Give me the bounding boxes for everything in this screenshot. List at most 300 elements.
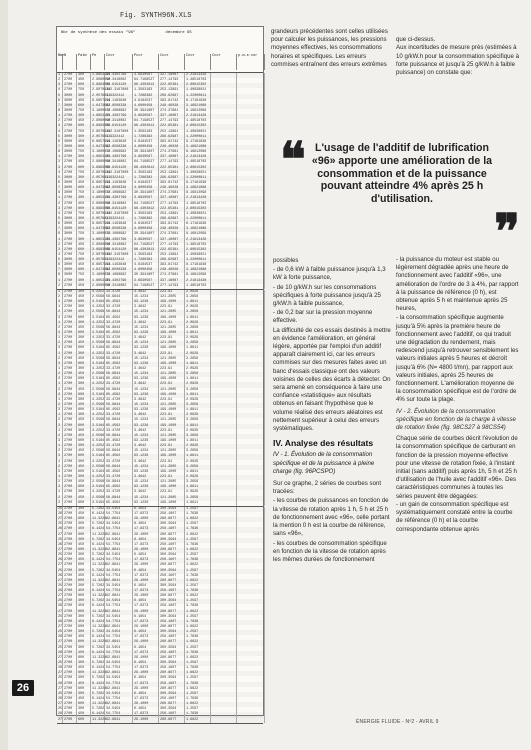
table-cell: 300 [77, 630, 91, 635]
paragraph: - la puissance du moteur est stable ou légèrement dégradée après une heure de fonctionnement avec l'additif «96», une amélioration de l'ordre de 3 à 4%, par rapport à la puissance de référence (0 h), est obtenue après 5 h et maintenue après 25 heures, [396, 256, 519, 313]
table-cell: 600 [77, 268, 91, 273]
table-cell: 7 [57, 145, 63, 150]
table-cell: 277.14793 [159, 284, 185, 289]
table-cell: 5.7262 [92, 707, 105, 712]
table-cell: 300 [77, 382, 91, 387]
table-cell: 3.5184 [92, 361, 105, 366]
table-cell: 256.1807 [159, 558, 185, 563]
table-cell: 3.4642 [133, 352, 159, 357]
table-cell: 3.9322412 [105, 94, 133, 99]
table-cell: 33.4720 [105, 321, 133, 326]
table-cell: 222.65381 [159, 207, 185, 212]
table-cell: 1.40838021 [185, 212, 211, 217]
col-header: Patm [77, 54, 91, 70]
table-cell: 3.6983045 [92, 165, 111, 170]
table-cell: 3.5184 [92, 500, 105, 505]
table-cell: 3.6930567 [133, 279, 159, 284]
table-cell: 2 [57, 372, 63, 377]
table-cell: 2.0929 [185, 305, 211, 310]
table-cell: 1 [57, 367, 63, 372]
table-cell: 1.6622 [185, 548, 211, 553]
table-cell: 300.3564 [159, 630, 185, 635]
table-cell: 2700 [63, 83, 77, 88]
table-cell: 1.22000811 [185, 135, 211, 140]
table-cell: 2700 [63, 707, 77, 712]
table-cell: 383.81742 [159, 263, 185, 268]
table-cell: 2700 [63, 671, 77, 676]
table-cell: 6.1424 [92, 619, 105, 624]
table-cell: 3 [57, 470, 63, 475]
table-cell: 600 [77, 533, 91, 538]
table-cell: 3.2658 [185, 326, 211, 331]
table-cell: 3.2658 [185, 357, 211, 362]
table-cell: 93.1236 [133, 408, 159, 413]
table-cell: 2 [57, 78, 63, 83]
table-cell: 450 [77, 480, 91, 485]
table-cell: 2700 [63, 712, 77, 717]
table-cell: 26 [58, 542, 63, 547]
table-cell: 6.1424 [92, 697, 105, 702]
table-cell: 2700 [63, 238, 77, 243]
table-cell: 3000 [63, 258, 77, 263]
table-cell: 17.8373 [133, 543, 159, 548]
table-cell: 4.6184537 [133, 181, 159, 186]
table-cell: 253.13891 [159, 88, 185, 93]
table-cell: 300 [77, 615, 91, 620]
table-cell: 4 [57, 212, 63, 217]
table-cell: 2700 [63, 604, 77, 609]
table-cell: 5.7262 [92, 630, 105, 635]
table-cell: 2700 [63, 362, 77, 367]
table-cell: 58.8154120 [105, 166, 133, 171]
table-cell: 25 [58, 707, 63, 712]
table-cell: 1.7286382 [133, 176, 159, 181]
table-cell: 34.5454 [105, 676, 133, 681]
table-cell: 121.2805 [159, 310, 185, 315]
table-cell: 3 [57, 424, 63, 429]
table-cell: 56.9844 [105, 434, 133, 439]
table-cell: 4.2252 [92, 320, 105, 325]
table-cell: 600 [77, 671, 91, 676]
table-cell: 7 [57, 186, 63, 191]
table-cell: 2700 [63, 346, 77, 351]
table-cell: 15.1234 [133, 326, 159, 331]
table-cell: 2700 [63, 584, 77, 589]
table-cell: 1.6622 [185, 533, 211, 538]
table-cell: 121.2805 [159, 496, 185, 501]
table-cell: 1.22000811 [185, 176, 211, 181]
table-cell: 6.1424 [92, 558, 105, 563]
table-cell: 2.5568 [92, 372, 105, 377]
table-cell: 27 [58, 547, 63, 552]
table-cell: 2700 [63, 248, 77, 253]
table-cell: 4.2252 [92, 289, 105, 294]
table-cell: 2700 [63, 403, 77, 408]
table-cell: 248.46028 [159, 268, 185, 273]
table-cell: 3.5184 [92, 315, 105, 320]
table-cell: 11.3224 [92, 594, 107, 599]
table-cell: 1.2597 [185, 676, 211, 681]
table-cell: 280.8877 [159, 548, 185, 553]
table-cell: 3.5184 [92, 377, 105, 382]
table-cell: 93.1236 [133, 362, 159, 367]
table-cell: 34.5454 [105, 630, 133, 635]
table-cell: 450 [77, 243, 91, 248]
table-cell: 1.40838021 [185, 130, 211, 135]
table-cell: 2 [57, 388, 63, 393]
table-cell: 3000 [63, 273, 77, 278]
table-cell: 3.9322412 [105, 217, 133, 222]
table-cell: 300.3564 [159, 692, 185, 697]
table-cell [237, 284, 265, 289]
table-cell: 2700 [63, 630, 77, 635]
table-cell: 2.21813428 [185, 238, 211, 243]
table-cell: 15.1234 [133, 388, 159, 393]
table-cell: 450 [77, 635, 91, 640]
table-cell: 450 [77, 140, 91, 145]
table-cell: 2700 [63, 290, 77, 295]
table-cell: 6.1424 [92, 635, 105, 640]
table-cell: 1.8653185 [92, 155, 111, 160]
table-header-right: décembre 95 [165, 31, 192, 35]
col-header: N [63, 54, 77, 70]
table-cell: 3.5184 [92, 485, 105, 490]
table-cell: 2.80815302 [185, 248, 211, 253]
table-cell: 1.40838021 [185, 253, 211, 258]
table-cell: 223.91 [159, 290, 185, 295]
table-cell: 1.6473692 [92, 144, 111, 149]
table-cell: 2700 [63, 305, 77, 310]
table-cell: 96.4302812 [133, 248, 159, 253]
table-cell: 8.17181836 [185, 263, 211, 268]
table-cell: 253.13891 [159, 130, 185, 135]
table-cell: 3.6930567 [133, 155, 159, 160]
table-cell: 82.8508338 [105, 227, 133, 232]
table-cell: 600 [77, 610, 91, 615]
table-cell: 1.8811 [185, 485, 211, 490]
table-cell: 300 [77, 155, 91, 160]
table-cell: 600 [77, 166, 91, 171]
table-cell: 3.4642 [133, 398, 159, 403]
table-cell: 600 [77, 517, 91, 522]
table-cell: 34.5454 [105, 538, 133, 543]
table-cell: 2700 [63, 543, 77, 548]
table-cell: 1.22000811 [185, 217, 211, 222]
table-cell: 1.6473692 [92, 268, 111, 273]
table-cell: 280.8877 [159, 640, 185, 645]
col-header: Nbr [57, 54, 63, 70]
paragraph: Chaque série de courbes décrit l'évolution de la consommation spécifique de carburant en fonction de la pression moyenne effective pour une vitesse de rotation fixée, à l'instant initial (sans additif) puis après 1h, 5 h et 25 h d'utilisation de l'huile avec l'additif «96». Des caractéristiques communes à toutes les séries peuvent être dégagées: - un gain de consommation spécifique est systématiquement constaté entre la courbe de référence (0 h) et la courbe correspondante obtenue après [396, 435, 518, 533]
table-cell: 3 [57, 248, 63, 253]
table-cell: 296.62987 [159, 135, 185, 140]
table-cell: 2 [57, 295, 63, 300]
table-cell: 3 [57, 454, 63, 459]
table-cell: 11.3224 [92, 640, 107, 645]
table-cell: 56.9844 [105, 341, 133, 346]
table-cell: 274.37681 [159, 150, 185, 155]
table-cell: 1.7636 [185, 651, 211, 656]
table-cell: 1.6622 [185, 687, 211, 692]
table-cell: 1.2597 [185, 615, 211, 620]
table-cell: 17.8373 [133, 666, 159, 671]
table-cell: 6.1654 [133, 569, 159, 574]
table-cell: 300 [77, 238, 91, 243]
table-cell: 450 [77, 78, 91, 83]
table-cell: 2700 [63, 538, 77, 543]
table-cell: 2700 [63, 336, 77, 341]
table-cell: 3 [57, 331, 63, 336]
table-cell: 223.91 [159, 460, 185, 465]
table-cell: 2.5568 [92, 433, 105, 438]
table-cell: 54.7754 [105, 697, 133, 702]
table-cell: 34.5454 [105, 507, 133, 512]
table-cell: 337.18087 [159, 196, 185, 201]
table-cell: 2700 [63, 579, 77, 584]
table-cell: 600 [77, 377, 91, 382]
table-cell: 300.3564 [159, 553, 185, 558]
table-cell: 1.6622 [185, 517, 211, 522]
table-cell: 31.4302796 [105, 155, 133, 160]
table-cell: 1 [57, 490, 63, 495]
table-cell: 2700 [63, 465, 77, 470]
table-cell: 8.6657958 [92, 139, 111, 144]
table-cell: 26 [58, 619, 63, 624]
table-cell: 222.65381 [159, 124, 185, 129]
table-cell: 33.4720 [105, 444, 133, 449]
table-cell: 34.5454 [105, 661, 133, 666]
table-cell: 29.1000 [133, 610, 159, 615]
table-cell: 82.8508338 [105, 145, 133, 150]
table-cell: 62.8841 [105, 533, 133, 538]
table-cell: 2.0929 [185, 429, 211, 434]
table-cell: 280.8877 [159, 610, 185, 615]
table-cell: 4.2252 [92, 413, 105, 418]
table-cell: 33.4720 [105, 352, 133, 357]
table-cell: 2700 [63, 73, 77, 78]
table-cell: 1.6622 [185, 563, 211, 568]
table-cell: 1 [57, 398, 63, 403]
table-cell: 85.4562 [105, 408, 133, 413]
table-cell: 1.7636 [185, 543, 211, 548]
table-cell: 26 [58, 589, 63, 594]
table-cell: 33.4720 [105, 429, 133, 434]
table-cell: 1.40838021 [185, 171, 211, 176]
table-cell: 25 [58, 676, 63, 681]
table-cell: 274.37681 [159, 273, 185, 278]
table-cell: 1 [57, 444, 63, 449]
table-cell: 2 [57, 449, 63, 454]
table-cell: 1.7636 [185, 558, 211, 563]
table-cell: 1 [57, 290, 63, 295]
table-cell: 450 [77, 357, 91, 362]
table-cell: 27 [58, 717, 63, 722]
table-cell: 33.4720 [105, 413, 133, 418]
table-cell: 1.7636 [185, 527, 211, 532]
table-cell: 1.8811 [185, 424, 211, 429]
table-cell: 1.7636 [185, 512, 211, 517]
table-cell: 8.16812098 [185, 191, 211, 196]
table-cell: 54.7754 [105, 682, 133, 687]
data-table-page [56, 26, 264, 722]
table-cell: 750 [77, 88, 91, 93]
table-cell: 3000 [63, 181, 77, 186]
table-cell: 600 [77, 687, 91, 692]
table-cell: 2 [57, 480, 63, 485]
table-cell: 2.9070930 [92, 170, 111, 175]
table-cell: 17.8373 [133, 697, 159, 702]
table-cell: 300 [77, 692, 91, 697]
table-cell: 121.2805 [159, 357, 185, 362]
table-cell: 3.1800010 [92, 232, 111, 237]
table-cell: 27 [58, 686, 63, 691]
table-cell: 383.81742 [159, 140, 185, 145]
table-cell: 199.1000 [159, 362, 185, 367]
table-cell: 256.1807 [159, 604, 185, 609]
table-cell: 600 [77, 227, 91, 232]
table-cell: 54.7754 [105, 527, 133, 532]
table-cell: 1.2597 [185, 692, 211, 697]
table-cell: 1 [57, 279, 63, 284]
table-cell: 1.7636 [185, 635, 211, 640]
table-cell: 4.2252 [92, 305, 105, 310]
table-cell: 2700 [63, 475, 77, 480]
table-cell: 25 [58, 645, 63, 650]
table-cell: 93.1236 [133, 377, 159, 382]
table-cell: 29.1000 [133, 718, 159, 723]
table-cell: 300 [77, 94, 91, 99]
table-cell: 5.7262 [92, 568, 105, 573]
table-cell: 26 [58, 604, 63, 609]
table-cell: 27 [58, 625, 63, 630]
table-cell: 450 [77, 604, 91, 609]
table-cell: 1.6622 [185, 610, 211, 615]
table-cell: 2.0929 [185, 336, 211, 341]
table-cell: 300 [77, 676, 91, 681]
table-cell: 2700 [63, 454, 77, 459]
table-cell: 6.1654 [133, 692, 159, 697]
table-cell: 2700 [63, 490, 77, 495]
table-cell: 3.1800010 [92, 150, 111, 155]
table-cell: 600 [77, 83, 91, 88]
table-cell: 6.1424 [92, 589, 105, 594]
table-cell: 29.1000 [133, 625, 159, 630]
table-cell: 2 [57, 465, 63, 470]
table-cell: 27 [58, 640, 63, 645]
table-cell: 2700 [63, 284, 77, 289]
table-cell: 4.2252 [92, 490, 105, 495]
table-cell: 1.3563163 [133, 88, 159, 93]
table-cell: 3.1800010 [92, 108, 111, 113]
table-cell: 750 [77, 109, 91, 114]
table-cell: 2.0576813 [92, 93, 111, 98]
table-cell: 96.4302812 [133, 83, 159, 88]
table-cell: 62.8841 [105, 610, 133, 615]
table-cell: 4 [57, 171, 63, 176]
table-cell: 450 [77, 465, 91, 470]
table-cell: 3.4642 [133, 490, 159, 495]
table-cell: 256.1807 [159, 635, 185, 640]
table-cell: 600 [77, 300, 91, 305]
table-cell: 82.8508338 [105, 104, 133, 109]
table-cell: 62.8841 [105, 687, 133, 692]
table-cell: 1.8653185 [92, 278, 111, 283]
table-cell: 3.2658 [185, 434, 211, 439]
table-cell: 5 [57, 135, 63, 140]
table-cell: 3.4642 [133, 290, 159, 295]
table-cell: 3.6930567 [133, 114, 159, 119]
table-cell: 3.4642 [133, 429, 159, 434]
table-cell: 1.8811 [185, 377, 211, 382]
table-cell: 34.5454 [105, 599, 133, 604]
table-cell: 3.9322412 [105, 135, 133, 140]
table-cell: 2.5568 [92, 341, 105, 346]
table-cell: 3.9322412 [105, 258, 133, 263]
table-cell: 29.1000 [133, 702, 159, 707]
table-cell: 1.3563163 [133, 171, 159, 176]
table-cell: 26 [58, 712, 63, 717]
table-cell: 2.5568 [92, 310, 105, 315]
table-cell: 750 [77, 130, 91, 135]
table-cell: 3000 [63, 176, 77, 181]
table-cell: 6.1424 [92, 681, 105, 686]
table-cell: 600 [77, 454, 91, 459]
table-cell: 85.4562 [105, 439, 133, 444]
table-cell: 2700 [63, 316, 77, 321]
table-cell: 56.9844 [105, 388, 133, 393]
table-cell: 29.1000 [133, 594, 159, 599]
table-cell: 4.6184537 [133, 263, 159, 268]
table-cell: 2700 [63, 656, 77, 661]
table-cell: 600 [77, 424, 91, 429]
table-cell: 1.6473692 [92, 186, 111, 191]
table-cell: 280.8877 [159, 687, 185, 692]
table-cell: 11.3224 [92, 532, 107, 537]
table-cell: 2.5568 [92, 403, 105, 407]
table-cell: 58.8154120 [105, 83, 133, 88]
table-cell: 3 [57, 408, 63, 413]
table-cell: 3.5184 [92, 408, 105, 413]
table-cell: 56.9844 [105, 496, 133, 501]
table-cell: 3.4642 [133, 336, 159, 341]
table-cell: 15.1234 [133, 372, 159, 377]
table-cell: 64.7198527 [133, 160, 159, 165]
table-cell: 450 [77, 434, 91, 439]
table-cell: 62.8841 [105, 563, 133, 568]
table-cell: 8 [57, 109, 63, 114]
table-cell: 2700 [63, 692, 77, 697]
table-cell: 3.2658 [185, 403, 211, 408]
table-cell: 450 [77, 326, 91, 331]
table-cell: 8.6657958 [92, 180, 111, 185]
table-cell: 1 [57, 155, 63, 160]
table-cell: 600 [77, 362, 91, 367]
table-cell: 1.40838021 [185, 88, 211, 93]
table-cell: 600 [77, 393, 91, 398]
table-cell: 2700 [63, 533, 77, 538]
table-cell: 2700 [63, 413, 77, 418]
table-cell: 4 [57, 130, 63, 135]
table-cell: 3000 [63, 135, 77, 140]
table-cell: 29.1000 [133, 579, 159, 584]
table-cell: 256.1807 [159, 589, 185, 594]
table-cell: 33.4720 [105, 336, 133, 341]
table-cell: 15.1234 [133, 310, 159, 315]
table-cell: 85.4562 [105, 393, 133, 398]
table-cell: 3000 [63, 263, 77, 268]
table-cell: 600 [77, 104, 91, 109]
table-cell: 600 [77, 563, 91, 568]
table-cell: 25 [58, 553, 63, 558]
